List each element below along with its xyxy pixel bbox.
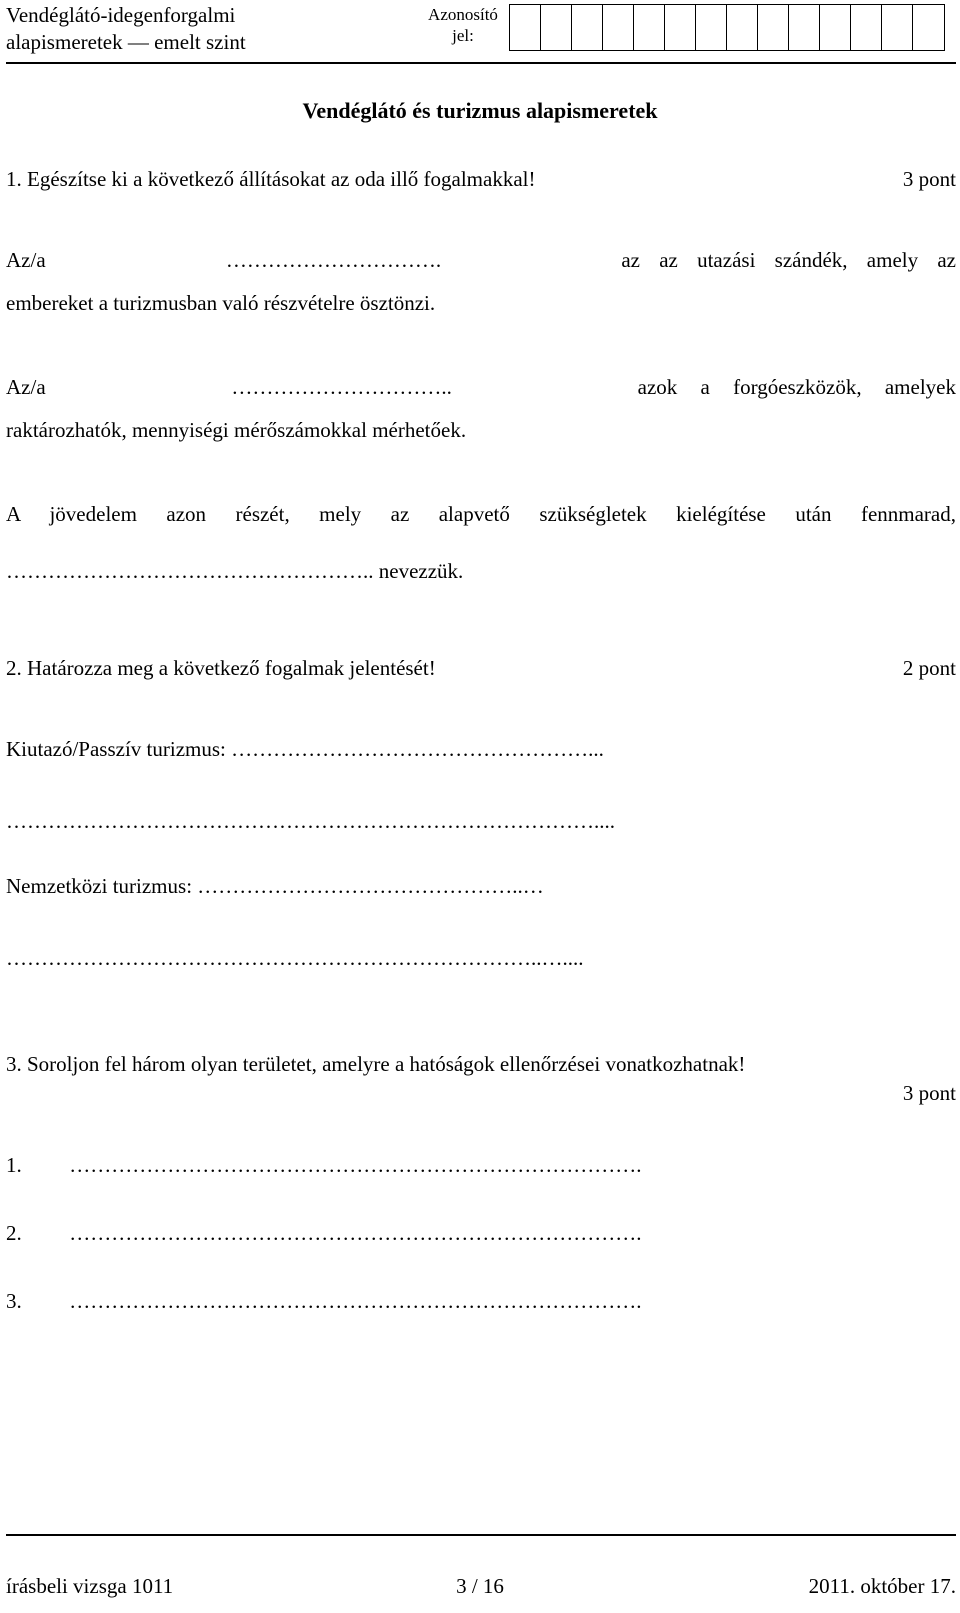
q3-prompt: 3. Soroljon fel három olyan területet, amelyre a hatóságok ellenőrzései vonatkozhatnak! (6, 1052, 746, 1076)
q3-item-number: 1. (6, 1153, 22, 1177)
id-label-line-1: Azonosító (428, 5, 498, 24)
q1-s1-end: az az utazási szándék, amely az (621, 248, 956, 272)
q1-s1-blank[interactable]: …………………………. (225, 248, 442, 272)
id-code-cell[interactable] (634, 5, 665, 50)
q1-statement-1 (6, 248, 956, 273)
id-code-cell[interactable] (696, 5, 727, 50)
id-code-boxes[interactable] (509, 4, 945, 51)
footer-divider (6, 1534, 956, 1536)
id-code-cell[interactable] (727, 5, 758, 50)
id-code-cell[interactable] (851, 5, 882, 50)
id-code-cell[interactable] (758, 5, 789, 50)
q2-t2-label: Nemzetközi turizmus: (6, 874, 193, 898)
id-code-cell[interactable] (572, 5, 603, 50)
subject-header (6, 2, 246, 56)
q1-s3-line-1: A jövedelem azon részét, mely az alapvető szükségletek kielégítése után fennmarad, (6, 502, 956, 526)
id-code-cell[interactable] (541, 5, 572, 50)
q2-t2-line-2[interactable]: …………………………………………………………………..….... (6, 946, 584, 970)
q1-prompt: 1. Egészítse ki a következő állításokat az oda illő fogalmakkal! (6, 167, 536, 191)
q3-points: 3 pont (902, 1081, 956, 1105)
id-label (424, 4, 502, 46)
q2-t1-blank[interactable]: ……………………………………………... (231, 737, 604, 761)
q1-prompt-row (6, 167, 956, 192)
id-code-cell[interactable] (913, 5, 944, 50)
q1-points: 3 pont (902, 167, 956, 191)
q3-item-2 (6, 1221, 956, 1246)
footer-exam-code: írásbeli vizsga 1011 (6, 1574, 174, 1598)
q1-s2-start: Az/a (6, 375, 46, 399)
id-label-line-2: jel: (452, 26, 474, 45)
q1-statement-2 (6, 375, 956, 400)
id-code-cell[interactable] (820, 5, 851, 50)
q3-item-blank[interactable]: ………………………………………………………………………. (69, 1221, 642, 1245)
q3-item-3 (6, 1289, 956, 1314)
q2-points: 2 pont (902, 656, 956, 680)
id-code-cell[interactable] (882, 5, 913, 50)
q1-s1-line-2: embereket a turizmusban való részvételre ösztönzi. (6, 291, 436, 315)
q3-item-1 (6, 1153, 956, 1178)
subject-line-1: Vendéglátó-idegenforgalmi (6, 3, 236, 27)
header-divider (6, 62, 956, 64)
q1-s1-start: Az/a (6, 248, 46, 272)
q3-item-blank[interactable]: ………………………………………………………………………. (69, 1153, 642, 1177)
q2-term-1 (6, 737, 956, 762)
q2-t1-label: Kiutazó/Passzív turizmus: (6, 737, 226, 761)
footer-date: 2011. október 17. (808, 1574, 956, 1598)
q2-prompt: 2. Határozza meg a következő fogalmak jelentését! (6, 656, 436, 680)
id-code-cell[interactable] (603, 5, 634, 50)
section-title: Vendéglátó és turizmus alapismeretek (302, 98, 658, 123)
q3-item-number: 2. (6, 1221, 22, 1245)
q3-item-blank[interactable]: ………………………………………………………………………. (69, 1289, 642, 1313)
q2-t1-line-2[interactable]: ………………………………………………………………………….... (6, 809, 615, 833)
q2-prompt-row (6, 656, 956, 681)
q1-s2-end: azok a forgóeszközök, amelyek (637, 375, 956, 399)
q1-s3-blank-line[interactable]: …………………………………………….. nevezzük. (6, 559, 464, 583)
q3-item-number: 3. (6, 1289, 22, 1313)
footer-page-number: 3 / 16 (456, 1574, 504, 1598)
q2-term-2 (6, 874, 956, 899)
id-code-cell[interactable] (665, 5, 696, 50)
id-code-cell[interactable] (510, 5, 541, 50)
id-code-cell[interactable] (789, 5, 820, 50)
subject-line-2: alapismeretek — emelt szint (6, 30, 246, 54)
q2-t2-blank[interactable]: ………………………………………..… (197, 874, 544, 898)
q1-s2-line-2: raktározhatók, mennyiségi mérőszámokkal mérhetőek. (6, 418, 467, 442)
q1-s2-blank[interactable]: ………………………….. (231, 375, 452, 399)
